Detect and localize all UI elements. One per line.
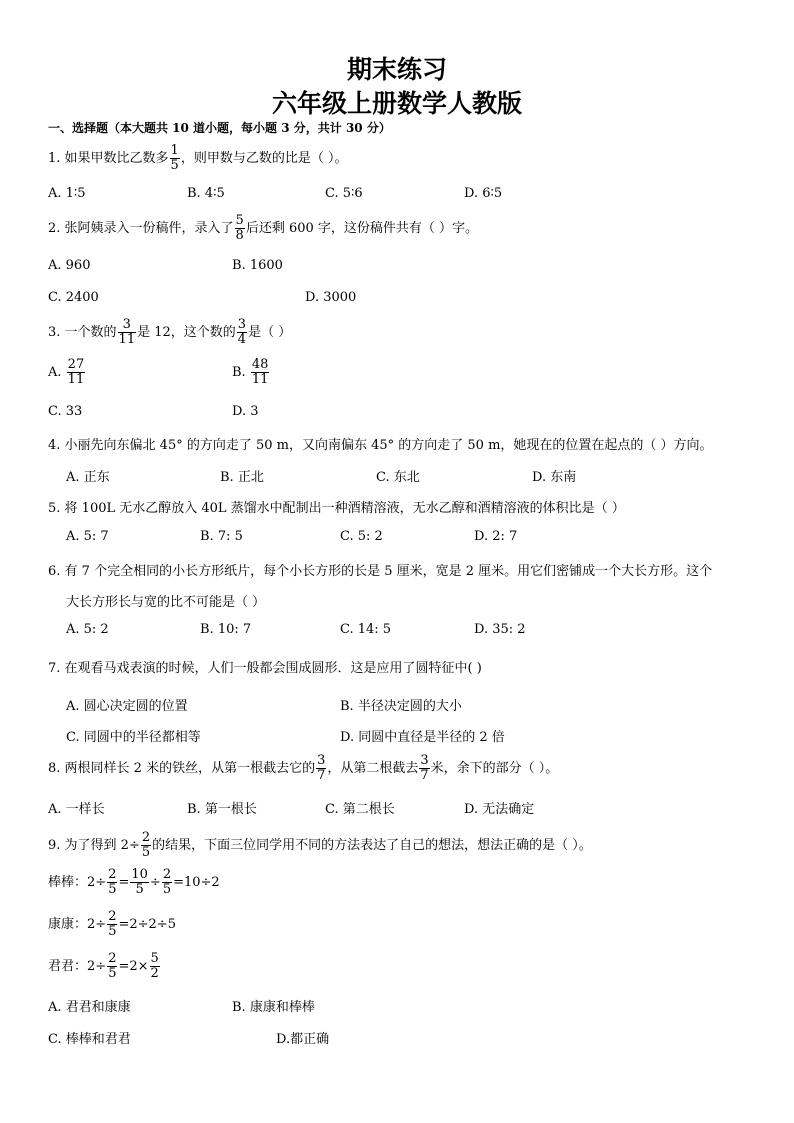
q8-option-b: B. 第一根长: [187, 802, 257, 817]
fraction: $\frac{10}{5}$: [131, 867, 148, 897]
q4-option-b: B. 正北: [220, 470, 264, 485]
q2-option-c: C. 2400: [48, 290, 99, 305]
q6-option-a: A. 5: 2: [66, 622, 109, 637]
fraction: $\frac{2}{5}$: [108, 951, 117, 981]
q7-option-c: C. 同圆中的半径都相等: [66, 730, 201, 745]
answer-kangkang: 康康：2÷ $\frac{2}{5}$ =2÷2÷5: [48, 909, 176, 939]
question-8: 8. 两根同样长 2 米的铁丝，从第一根截去它的 $\frac{3}{7}$ ，从第二根截去 $\frac{3}{7}$ 米，余下的部分（ ）。: [48, 753, 559, 783]
fraction: $\frac{3}{4}$: [237, 317, 247, 347]
fraction: $\frac{2}{5}$: [108, 909, 117, 939]
q2-option-a: A. 960: [48, 258, 91, 273]
q1-option-c: C. 5∶6: [325, 186, 363, 201]
question-1: 1. 如果甲数比乙数多 $\frac{1}{5}$ ，则甲数与乙数的比是（ ）。: [48, 143, 348, 173]
answer-bangbang: 棒棒：2÷ $\frac{2}{5}$ = $\frac{10}{5}$ ÷ $\frac{2}{5}$ =10÷2: [48, 867, 220, 897]
fraction: $\frac{48}{11}$: [251, 357, 269, 387]
q3-option-a: A. $\frac{27}{11}$: [48, 357, 85, 387]
q9-option-a: A. 君君和康康: [48, 1000, 131, 1015]
q2-option-b: B. 1600: [232, 258, 283, 273]
q8-option-d: D. 无法确定: [464, 802, 535, 817]
fraction: $\frac{2}{5}$: [108, 867, 117, 897]
question-6-line-2: 大长方形长与宽的比不可能是（ ）: [66, 595, 266, 610]
page-title: 期末练习: [346, 55, 447, 84]
q4-option-a: A. 正东: [66, 470, 110, 485]
question-9: 9. 为了得到 2÷ $\frac{2}{5}$ 的结果，下面三位同学用不同的方法表达了自己的想法，想法正确的是（ ）。: [48, 830, 592, 860]
page-subtitle: 六年级上册数学人教版: [271, 89, 522, 118]
q9-option-b: B. 康康和棒棒: [232, 1000, 315, 1015]
q4-option-d: D. 东南: [532, 470, 577, 485]
q7-option-d: D. 同圆中直径是半径的 2 倍: [340, 730, 505, 745]
q5-option-b: B. 7: 5: [200, 529, 243, 544]
q6-option-d: D. 35: 2: [474, 622, 526, 637]
q3-option-c: C. 33: [48, 404, 83, 419]
question-4: 4. 小丽先向东偏北 45° 的方向走了 50 m，又向南偏东 45° 的方向走了 50 m，她现在的位置在起点的（ ）方向。: [48, 438, 713, 453]
q8-option-c: C. 第二根长: [325, 802, 395, 817]
question-7: 7. 在观看马戏表演的时候，人们一般都会围成圆形．这是应用了圆特征中( ): [48, 661, 482, 676]
question-6-line-1: 6. 有 7 个完全相同的小长方形纸片，每个小长方形的长是 5 厘米，宽是 2 厘米。用它们密铺成一个大长方形。这个: [48, 564, 713, 579]
q2-option-d: D. 3000: [305, 290, 357, 305]
q7-option-a: A. 圆心决定圆的位置: [66, 699, 188, 714]
fraction: $\frac{3}{7}$: [420, 753, 429, 783]
q5-option-c: C. 5: 2: [340, 529, 383, 544]
fraction: $\frac{27}{11}$: [67, 357, 85, 387]
question-2: 2. 张阿姨录入一份稿件，录入了 $\frac{5}{8}$ 后还剩 600 字，这份稿件共有（ ）字。: [48, 213, 479, 243]
q1-option-b: B. 4∶5: [187, 186, 225, 201]
q3-option-b: B. $\frac{48}{11}$: [232, 357, 269, 387]
fraction: $\frac{2}{5}$: [162, 867, 172, 897]
q3-option-d: D. 3: [232, 404, 259, 419]
fraction: $\frac{5}{2}$: [150, 951, 159, 981]
q9-option-c: C. 棒棒和君君: [48, 1032, 131, 1047]
q7-option-b: B. 半径决定圆的大小: [340, 699, 462, 714]
question-5: 5. 将 100L 无水乙醇放入 40L 蒸馏水中配制出一种酒精溶液，无水乙醇和酒精溶液的体积比是（ ）: [48, 501, 625, 516]
fraction: $\frac{2}{5}$: [141, 830, 151, 860]
q1-option-a: A. 1∶5: [48, 186, 86, 201]
question-3: 3. 一个数的 $\frac{3}{11}$ 是 12，这个数的 $\frac{3}{4}$ 是（ ）: [48, 317, 292, 347]
fraction: $\frac{3}{7}$: [317, 753, 326, 783]
q6-option-b: B. 10: 7: [200, 622, 252, 637]
fraction: $\frac{3}{11}$: [118, 317, 136, 347]
section-header: 一、选择题（本大题共 10 道小题，每小题 3 分，共计 30 分）: [48, 121, 391, 135]
q1-option-d: D. 6∶5: [464, 186, 503, 201]
answer-junjun: 君君：2÷ $\frac{2}{5}$ =2× $\frac{5}{2}$: [48, 951, 159, 981]
fraction: $\frac{1}{5}$: [170, 143, 179, 173]
q5-option-a: A. 5: 7: [66, 529, 109, 544]
q5-option-d: D. 2: 7: [474, 529, 518, 544]
q4-option-c: C. 东北: [376, 470, 420, 485]
q9-option-d: D.都正确: [276, 1032, 330, 1047]
q6-option-c: C. 14: 5: [340, 622, 392, 637]
q8-option-a: A. 一样长: [48, 802, 105, 817]
fraction: $\frac{5}{8}$: [235, 213, 244, 243]
